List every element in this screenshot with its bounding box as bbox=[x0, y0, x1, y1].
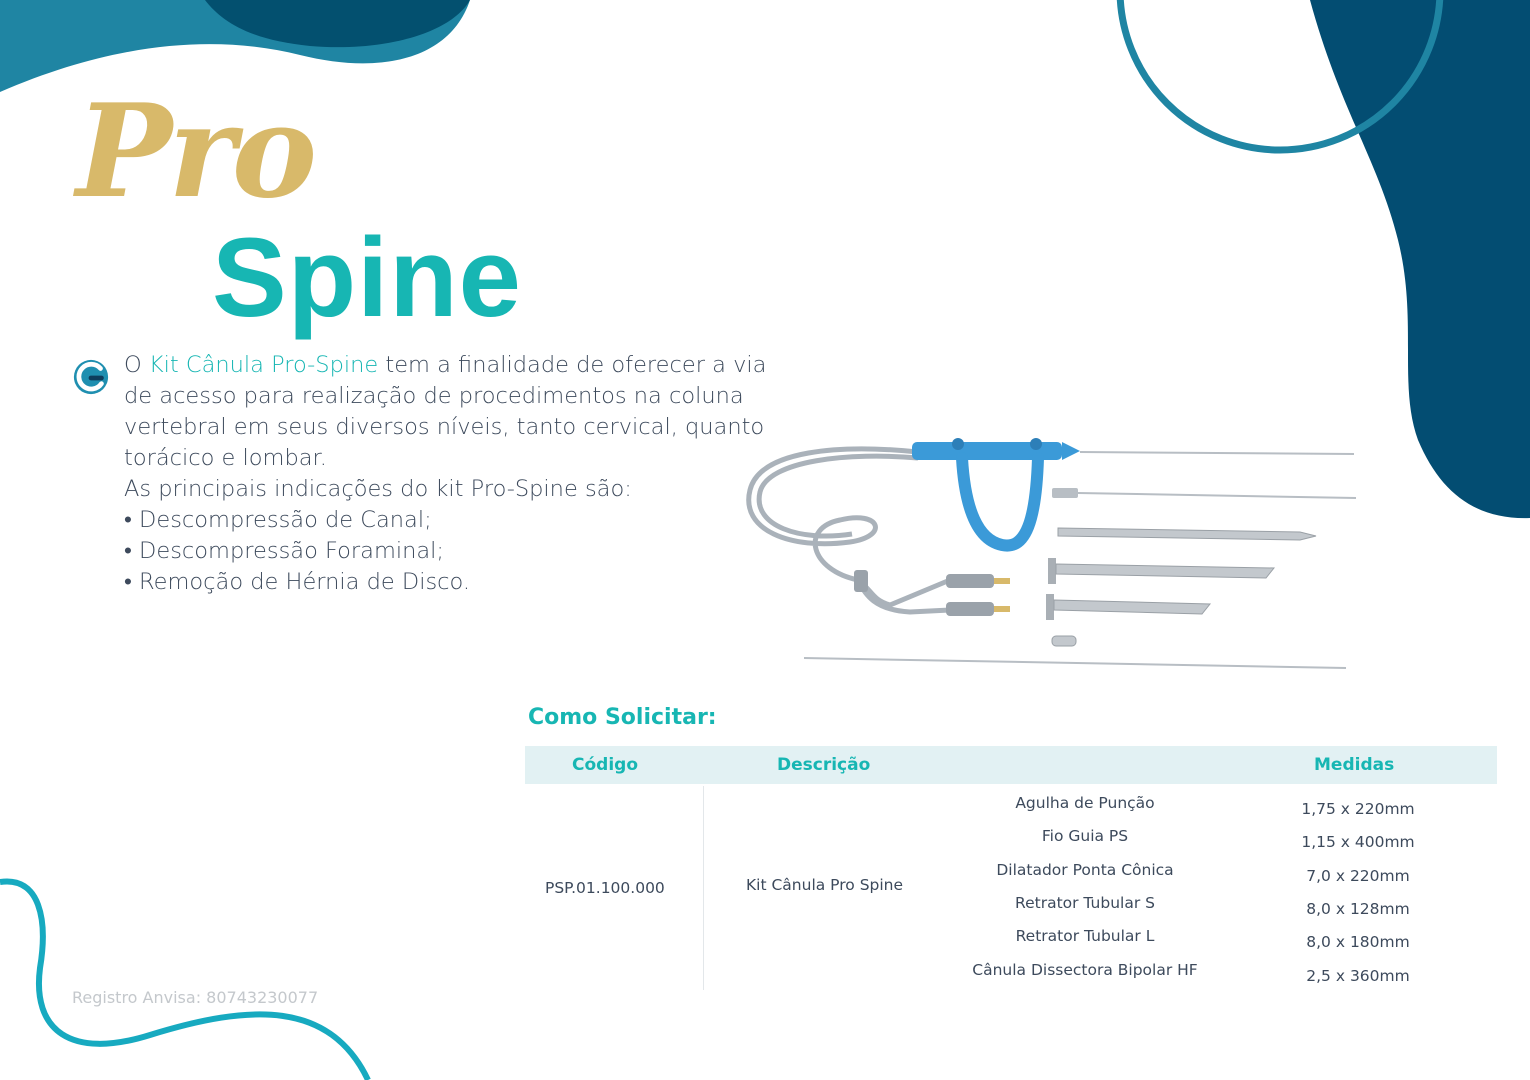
title-pro: Pro bbox=[76, 77, 314, 227]
order-title: Como Solicitar: bbox=[528, 705, 717, 730]
header-description: Descrição bbox=[777, 755, 871, 775]
item-name: Cânula Dissectora Bipolar HF bbox=[972, 961, 1198, 979]
item-measure: 1,15 x 400mm bbox=[1301, 833, 1415, 851]
title-spine: Spine bbox=[212, 215, 522, 340]
probe-needle bbox=[1080, 452, 1354, 454]
indication-item: • Remoção de Hérnia de Disco. bbox=[124, 569, 471, 595]
connector-1-pin bbox=[994, 578, 1010, 584]
retractor-s bbox=[1056, 564, 1274, 578]
order-table bbox=[525, 746, 1497, 784]
retractor-l-head bbox=[1046, 594, 1054, 620]
product-code: PSP.01.100.000 bbox=[545, 879, 665, 897]
long-wire bbox=[804, 658, 1346, 668]
intro-body: tem a finalidade de oferecer a via de acesso para realização de procedimentos na coluna vertebral em seus diversos níveis, tanto cervical, quanto torácico e lombar. bbox=[124, 352, 767, 471]
item-name: Fio Guia PS bbox=[1041, 827, 1129, 845]
retractor-l bbox=[1054, 600, 1210, 614]
item-measure: 8,0 x 180mm bbox=[1306, 933, 1410, 951]
header-measures: Medidas bbox=[1314, 755, 1395, 775]
item-measure: 7,0 x 220mm bbox=[1306, 867, 1410, 885]
indications-heading: As principais indicações do kit Pro-Spine são: bbox=[124, 476, 632, 502]
item-name: Agulha de Punção bbox=[1015, 794, 1155, 812]
intro-prefix: O bbox=[124, 352, 149, 378]
connector-2 bbox=[946, 602, 994, 616]
intro-highlight: Kit Cânula Pro-Spine bbox=[148, 352, 379, 378]
bottom-left-curve bbox=[0, 881, 368, 1080]
item-measure: 1,75 x 220mm bbox=[1301, 800, 1415, 818]
item-measure: 2,5 x 360mm bbox=[1306, 967, 1410, 985]
intro-text bbox=[124, 350, 784, 598]
product-description: Kit Cânula Pro Spine bbox=[746, 876, 904, 894]
item-measure: 8,0 x 128mm bbox=[1306, 900, 1410, 918]
needle-hub bbox=[1052, 488, 1078, 498]
retractor-s-head bbox=[1048, 558, 1056, 584]
cable bbox=[749, 449, 950, 612]
indication-item: • Descompressão de Canal; bbox=[124, 507, 432, 533]
connector-2-pin bbox=[994, 606, 1010, 612]
item-name: Retrator Tubular L bbox=[1015, 927, 1155, 945]
guide-wire bbox=[1078, 493, 1356, 498]
cable-joint bbox=[854, 570, 868, 592]
indication-item: • Descompressão Foraminal; bbox=[124, 538, 444, 564]
connector-1 bbox=[946, 574, 994, 588]
item-name: Retrator Tubular S bbox=[1015, 894, 1155, 912]
item-name: Dilatador Ponta Cônica bbox=[996, 861, 1174, 879]
intro-paragraph bbox=[124, 350, 784, 474]
brand-logo-icon bbox=[72, 358, 110, 396]
dilator bbox=[1058, 528, 1316, 540]
small-tip bbox=[1052, 636, 1076, 646]
header-code: Código bbox=[572, 755, 638, 775]
column-divider bbox=[703, 786, 704, 990]
product-kit-image bbox=[740, 430, 1370, 680]
table-header bbox=[525, 746, 1497, 784]
anvisa-registration: Registro Anvisa: 80743230077 bbox=[72, 988, 319, 1007]
